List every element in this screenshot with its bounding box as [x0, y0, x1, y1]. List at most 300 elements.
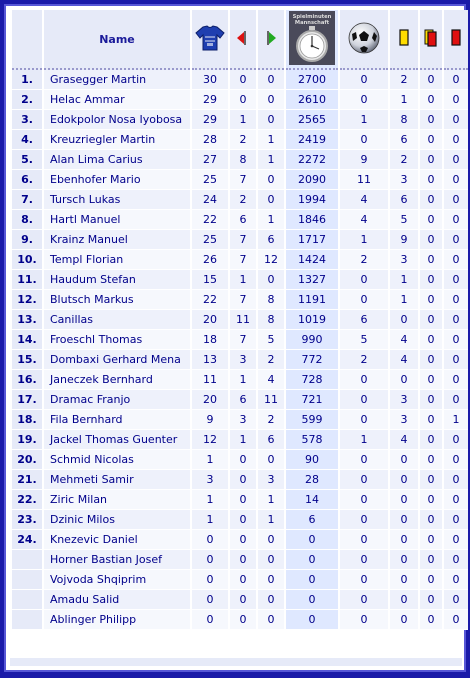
- goals-cell: 1: [340, 430, 388, 450]
- yellow-cards-cell: 4: [390, 330, 418, 350]
- table-row: [12, 510, 468, 530]
- player-name-link[interactable]: Blutsch Markus: [44, 290, 190, 310]
- minutes-cell: 1424: [286, 250, 338, 270]
- table-row: [12, 150, 468, 170]
- substituted-in-cell: 0: [258, 450, 284, 470]
- goals-cell: 0: [340, 590, 388, 610]
- yellow-cards-cell: 3: [390, 170, 418, 190]
- appearances-cell: 9: [192, 410, 228, 430]
- name-header[interactable]: Name: [44, 10, 190, 70]
- appearances-cell: 30: [192, 70, 228, 90]
- yellow-cards-cell: 1: [390, 290, 418, 310]
- substituted-in-cell: 11: [258, 390, 284, 410]
- table-row: [12, 110, 468, 130]
- jersey-icon: [195, 25, 225, 51]
- yellow-cards-cell: 8: [390, 110, 418, 130]
- red-cards-cell: 0: [444, 150, 468, 170]
- substituted-in-cell: 6: [258, 430, 284, 450]
- substituted-in-icon: [263, 29, 279, 47]
- yellow-red-cards-cell: 0: [420, 490, 442, 510]
- minutes-cell: 90: [286, 450, 338, 470]
- table-row: [12, 230, 468, 250]
- substituted-in-cell: 2: [258, 410, 284, 430]
- stopwatch-caption-line1: Spielminuten: [292, 13, 332, 20]
- yellow-red-cards-cell: 0: [420, 210, 442, 230]
- yellow-red-cards-cell: 0: [420, 530, 442, 550]
- substituted-out-cell: 11: [230, 310, 256, 330]
- red-cards-cell: 0: [444, 470, 468, 490]
- table-row: [12, 190, 468, 210]
- table-row: [12, 430, 468, 450]
- goals-cell: 0: [340, 290, 388, 310]
- substituted-in-cell: 0: [258, 270, 284, 290]
- rank-cell: [12, 550, 42, 570]
- substituted-in-cell: 3: [258, 470, 284, 490]
- player-name-link[interactable]: Amadu Salid: [44, 590, 190, 610]
- rank-cell: 2.: [12, 90, 42, 110]
- goals-cell: 0: [340, 450, 388, 470]
- player-stats-table-wrapper: [10, 10, 462, 658]
- yellow-red-cards-cell: 0: [420, 270, 442, 290]
- table-row: [12, 590, 468, 610]
- goals-cell: 5: [340, 330, 388, 350]
- yellow-cards-cell: 1: [390, 90, 418, 110]
- table-header-row: [12, 10, 468, 70]
- substituted-in-cell: 1: [258, 130, 284, 150]
- table-row: [12, 370, 468, 390]
- yellow-cards-cell: 5: [390, 210, 418, 230]
- yellow-red-cards-cell: 0: [420, 130, 442, 150]
- player-name-link[interactable]: Vojvoda Shqiprim: [44, 570, 190, 590]
- yellow-cards-cell: 2: [390, 150, 418, 170]
- goals-cell: 0: [340, 410, 388, 430]
- substituted-in-cell: 8: [258, 310, 284, 330]
- table-row: [12, 310, 468, 330]
- appearances-cell: 11: [192, 370, 228, 390]
- rank-cell: 3.: [12, 110, 42, 130]
- yellow-cards-cell: 0: [390, 590, 418, 610]
- yellow-red-cards-cell: 0: [420, 450, 442, 470]
- substituted-out-cell: 0: [230, 490, 256, 510]
- red-cards-cell: 0: [444, 270, 468, 290]
- minutes-cell: 2272: [286, 150, 338, 170]
- yellow-red-cards-cell: 0: [420, 250, 442, 270]
- substituted-in-cell: 2: [258, 350, 284, 370]
- appearances-cell: 22: [192, 210, 228, 230]
- rank-cell: 24.: [12, 530, 42, 550]
- appearances-cell: 0: [192, 590, 228, 610]
- table-row: [12, 330, 468, 350]
- substituted-out-cell: 0: [230, 90, 256, 110]
- player-name-link[interactable]: Hartl Manuel: [44, 210, 190, 230]
- rank-cell: 15.: [12, 350, 42, 370]
- appearances-cell: 0: [192, 610, 228, 630]
- player-name-link[interactable]: Fila Bernhard: [44, 410, 190, 430]
- substituted-out-header[interactable]: [230, 10, 256, 70]
- player-name-link[interactable]: Haudum Stefan: [44, 270, 190, 290]
- goals-cell: 0: [340, 510, 388, 530]
- player-name-link[interactable]: Krainz Manuel: [44, 230, 190, 250]
- red-cards-cell: 0: [444, 230, 468, 250]
- minutes-played-header[interactable]: [286, 10, 338, 70]
- minutes-cell: 772: [286, 350, 338, 370]
- red-cards-cell: 0: [444, 130, 468, 150]
- yellow-red-cards-cell: 0: [420, 310, 442, 330]
- yellow-red-cards-cell: 0: [420, 590, 442, 610]
- substituted-in-cell: 0: [258, 590, 284, 610]
- substituted-in-cell: 0: [258, 70, 284, 90]
- red-cards-cell: 0: [444, 210, 468, 230]
- rank-cell: 6.: [12, 170, 42, 190]
- goals-cell: 9: [340, 150, 388, 170]
- red-cards-cell: 0: [444, 330, 468, 350]
- player-name-link[interactable]: Dombaxi Gerhard Mena: [44, 350, 190, 370]
- rank-cell: 22.: [12, 490, 42, 510]
- rank-cell: 11.: [12, 270, 42, 290]
- player-name-link[interactable]: Ebenhofer Mario: [44, 170, 190, 190]
- goals-cell: 0: [340, 130, 388, 150]
- substituted-in-cell: 5: [258, 330, 284, 350]
- substituted-in-header[interactable]: [258, 10, 284, 70]
- player-name-link[interactable]: Schmid Nicolas: [44, 450, 190, 470]
- rank-cell: [12, 610, 42, 630]
- player-name-link[interactable]: Templ Florian: [44, 250, 190, 270]
- yellow-red-cards-cell: 0: [420, 370, 442, 390]
- rank-cell: 5.: [12, 150, 42, 170]
- rank-cell: 17.: [12, 390, 42, 410]
- substituted-in-cell: 12: [258, 250, 284, 270]
- table-row: [12, 610, 468, 630]
- yellow-cards-cell: 0: [390, 610, 418, 630]
- substituted-in-cell: 4: [258, 370, 284, 390]
- table-row: [12, 350, 468, 370]
- substituted-out-cell: 0: [230, 70, 256, 90]
- yellow-red-cards-cell: 0: [420, 70, 442, 90]
- table-row: [12, 490, 468, 510]
- minutes-cell: 2419: [286, 130, 338, 150]
- goals-cell: 4: [340, 210, 388, 230]
- table-row: [12, 170, 468, 190]
- goals-cell: 0: [340, 610, 388, 630]
- substituted-in-cell: 8: [258, 290, 284, 310]
- rank-header: [12, 10, 42, 70]
- minutes-cell: 0: [286, 550, 338, 570]
- substituted-out-cell: 2: [230, 190, 256, 210]
- yellow-red-cards-cell: 0: [420, 230, 442, 250]
- player-name-link[interactable]: Horner Bastian Josef: [44, 550, 190, 570]
- yellow-cards-cell: 4: [390, 350, 418, 370]
- rank-cell: 10.: [12, 250, 42, 270]
- player-name-link[interactable]: Dzinic Milos: [44, 510, 190, 530]
- appearances-cell: 20: [192, 310, 228, 330]
- substituted-out-cell: 7: [230, 290, 256, 310]
- appearances-cell: 27: [192, 150, 228, 170]
- yellow-red-cards-cell: 0: [420, 190, 442, 210]
- yellow-red-cards-cell: 0: [420, 90, 442, 110]
- appearances-cell: 29: [192, 110, 228, 130]
- substituted-in-cell: 0: [258, 610, 284, 630]
- goals-cell: 6: [340, 310, 388, 330]
- player-name-link[interactable]: Grasegger Martin: [44, 70, 190, 90]
- substituted-in-cell: 0: [258, 170, 284, 190]
- appearances-cell: 24: [192, 190, 228, 210]
- yellow-cards-cell: 0: [390, 490, 418, 510]
- red-cards-cell: 0: [444, 90, 468, 110]
- player-name-link[interactable]: Jackel Thomas Guenter: [44, 430, 190, 450]
- goals-cell: 0: [340, 470, 388, 490]
- red-cards-cell: 0: [444, 570, 468, 590]
- rank-cell: 20.: [12, 450, 42, 470]
- table-row: [12, 550, 468, 570]
- appearances-cell: 22: [192, 290, 228, 310]
- minutes-cell: 6: [286, 510, 338, 530]
- yellow-cards-cell: 6: [390, 190, 418, 210]
- rank-cell: 13.: [12, 310, 42, 330]
- appearances-header[interactable]: [192, 10, 228, 70]
- yellow-red-cards-cell: 0: [420, 330, 442, 350]
- substituted-out-cell: 0: [230, 450, 256, 470]
- yellow-cards-cell: 0: [390, 310, 418, 330]
- substituted-out-cell: 0: [230, 590, 256, 610]
- goals-cell: 0: [340, 370, 388, 390]
- yellow-red-cards-cell: 0: [420, 470, 442, 490]
- minutes-cell: 0: [286, 610, 338, 630]
- goals-cell: 0: [340, 390, 388, 410]
- goals-cell: 4: [340, 190, 388, 210]
- minutes-cell: 0: [286, 570, 338, 590]
- yellow-red-cards-cell: 0: [420, 150, 442, 170]
- substituted-in-cell: 0: [258, 550, 284, 570]
- yellow-cards-cell: 0: [390, 510, 418, 530]
- red-cards-cell: 0: [444, 490, 468, 510]
- substituted-out-cell: 6: [230, 390, 256, 410]
- table-row: [12, 470, 468, 490]
- substituted-out-cell: 0: [230, 530, 256, 550]
- red-cards-cell: 0: [444, 390, 468, 410]
- red-cards-cell: 0: [444, 310, 468, 330]
- substituted-out-cell: 0: [230, 610, 256, 630]
- red-card-icon: [450, 29, 462, 47]
- table-row: [12, 530, 468, 550]
- yellow-cards-cell: 0: [390, 570, 418, 590]
- player-name-link[interactable]: Knezevic Daniel: [44, 530, 190, 550]
- yellow-card-icon: [398, 29, 410, 47]
- substituted-out-cell: 8: [230, 150, 256, 170]
- appearances-cell: 18: [192, 330, 228, 350]
- minutes-cell: 728: [286, 370, 338, 390]
- substituted-out-cell: 6: [230, 210, 256, 230]
- player-rows: [12, 70, 468, 630]
- minutes-cell: 721: [286, 390, 338, 410]
- yellow-cards-cell: 6: [390, 130, 418, 150]
- yellow-cards-cell: 4: [390, 430, 418, 450]
- red-cards-cell: 0: [444, 370, 468, 390]
- stopwatch-caption-line2: Mannschaft: [294, 19, 330, 26]
- goals-cell: 11: [340, 170, 388, 190]
- appearances-cell: 3: [192, 470, 228, 490]
- yellow-cards-cell: 0: [390, 550, 418, 570]
- substituted-out-cell: 7: [230, 230, 256, 250]
- substituted-in-cell: 0: [258, 530, 284, 550]
- substituted-out-cell: 1: [230, 270, 256, 290]
- red-cards-cell: 0: [444, 70, 468, 90]
- substituted-out-cell: 0: [230, 570, 256, 590]
- appearances-cell: 25: [192, 230, 228, 250]
- player-name-link[interactable]: Ablinger Philipp: [44, 610, 190, 630]
- player-name-link[interactable]: Mehmeti Samir: [44, 470, 190, 490]
- stats-panel: [6, 6, 464, 670]
- red-cards-cell: 1: [444, 410, 468, 430]
- red-cards-cell: 0: [444, 590, 468, 610]
- red-cards-cell: 0: [444, 530, 468, 550]
- ball-icon: [347, 21, 381, 55]
- player-name-link[interactable]: Froeschl Thomas: [44, 330, 190, 350]
- yellow-red-cards-cell: 0: [420, 110, 442, 130]
- red-cards-cell: 0: [444, 110, 468, 130]
- yellow-cards-header[interactable]: [390, 10, 418, 70]
- player-stats-table: [10, 10, 470, 630]
- goals-cell: 0: [340, 550, 388, 570]
- yellow-cards-cell: 1: [390, 270, 418, 290]
- rank-cell: 16.: [12, 370, 42, 390]
- substituted-out-cell: 1: [230, 370, 256, 390]
- goals-cell: 0: [340, 570, 388, 590]
- yellow-cards-cell: 3: [390, 410, 418, 430]
- table-row: [12, 390, 468, 410]
- minutes-cell: 2565: [286, 110, 338, 130]
- goals-cell: 0: [340, 490, 388, 510]
- substituted-in-cell: 1: [258, 210, 284, 230]
- minutes-cell: 1717: [286, 230, 338, 250]
- table-row: [12, 130, 468, 150]
- goals-cell: 0: [340, 70, 388, 90]
- goals-cell: 0: [340, 90, 388, 110]
- minutes-cell: 1846: [286, 210, 338, 230]
- minutes-cell: 990: [286, 330, 338, 350]
- stopwatch-icon: [289, 11, 335, 65]
- substituted-in-cell: 6: [258, 230, 284, 250]
- player-name-link[interactable]: Tursch Lukas: [44, 190, 190, 210]
- minutes-cell: 2700: [286, 70, 338, 90]
- red-cards-cell: 0: [444, 610, 468, 630]
- player-name-link[interactable]: Edokpolor Nosa Iyobosa: [44, 110, 190, 130]
- substituted-out-cell: 7: [230, 170, 256, 190]
- minutes-cell: 2610: [286, 90, 338, 110]
- appearances-cell: 29: [192, 90, 228, 110]
- substituted-out-cell: 7: [230, 330, 256, 350]
- rank-cell: 18.: [12, 410, 42, 430]
- appearances-cell: 0: [192, 530, 228, 550]
- substituted-out-cell: 3: [230, 410, 256, 430]
- red-cards-cell: 0: [444, 250, 468, 270]
- appearances-cell: 0: [192, 550, 228, 570]
- substituted-in-cell: 0: [258, 570, 284, 590]
- yellow-red-cards-cell: 0: [420, 610, 442, 630]
- yellow-red-cards-header[interactable]: [420, 10, 442, 70]
- minutes-cell: 1019: [286, 310, 338, 330]
- rank-cell: 8.: [12, 210, 42, 230]
- rank-cell: 7.: [12, 190, 42, 210]
- player-name-link[interactable]: Canillas: [44, 310, 190, 330]
- player-name-link[interactable]: Helac Ammar: [44, 90, 190, 110]
- rank-cell: 1.: [12, 70, 42, 90]
- player-name-link[interactable]: Dramac Franjo: [44, 390, 190, 410]
- minutes-cell: 0: [286, 590, 338, 610]
- table-row: [12, 90, 468, 110]
- goals-cell: 2: [340, 250, 388, 270]
- yellow-cards-cell: 0: [390, 470, 418, 490]
- minutes-cell: 1994: [286, 190, 338, 210]
- substituted-in-cell: 1: [258, 510, 284, 530]
- player-name-link[interactable]: Ziric Milan: [44, 490, 190, 510]
- player-name-link[interactable]: Kreuzriegler Martin: [44, 130, 190, 150]
- minutes-cell: 14: [286, 490, 338, 510]
- minutes-cell: 599: [286, 410, 338, 430]
- substituted-in-cell: 0: [258, 110, 284, 130]
- rank-cell: 4.: [12, 130, 42, 150]
- red-cards-cell: 0: [444, 190, 468, 210]
- yellow-cards-cell: 0: [390, 450, 418, 470]
- minutes-cell: 1327: [286, 270, 338, 290]
- red-cards-cell: 0: [444, 290, 468, 310]
- appearances-cell: 26: [192, 250, 228, 270]
- yellow-red-cards-cell: 0: [420, 170, 442, 190]
- red-cards-cell: 0: [444, 550, 468, 570]
- substituted-out-cell: 0: [230, 550, 256, 570]
- player-name-link[interactable]: Janeczek Bernhard: [44, 370, 190, 390]
- minutes-cell: 0: [286, 530, 338, 550]
- red-cards-cell: 0: [444, 510, 468, 530]
- appearances-cell: 20: [192, 390, 228, 410]
- substituted-out-cell: 1: [230, 110, 256, 130]
- red-cards-cell: 0: [444, 430, 468, 450]
- substituted-out-cell: 3: [230, 350, 256, 370]
- yellow-red-cards-cell: 0: [420, 410, 442, 430]
- yellow-red-cards-cell: 0: [420, 550, 442, 570]
- rank-cell: 12.: [12, 290, 42, 310]
- red-cards-cell: 0: [444, 450, 468, 470]
- rank-cell: 21.: [12, 470, 42, 490]
- goals-cell: 2: [340, 350, 388, 370]
- substituted-in-cell: 1: [258, 490, 284, 510]
- table-row: [12, 410, 468, 430]
- substituted-out-icon: [235, 29, 251, 47]
- yellow-red-card-icon: [424, 29, 438, 47]
- appearances-cell: 12: [192, 430, 228, 450]
- appearances-cell: 13: [192, 350, 228, 370]
- appearances-cell: 1: [192, 510, 228, 530]
- red-cards-header[interactable]: [444, 10, 468, 70]
- appearances-cell: 15: [192, 270, 228, 290]
- table-row: [12, 250, 468, 270]
- red-cards-cell: 0: [444, 170, 468, 190]
- appearances-cell: 28: [192, 130, 228, 150]
- goals-cell: 0: [340, 530, 388, 550]
- goals-header[interactable]: [340, 10, 388, 70]
- rank-cell: 14.: [12, 330, 42, 350]
- yellow-red-cards-cell: 0: [420, 290, 442, 310]
- red-cards-cell: 0: [444, 350, 468, 370]
- substituted-in-cell: 1: [258, 150, 284, 170]
- substituted-out-cell: 7: [230, 250, 256, 270]
- rank-cell: [12, 570, 42, 590]
- player-name-link[interactable]: Alan Lima Carius: [44, 150, 190, 170]
- table-footer: [10, 658, 462, 666]
- table-row: [12, 450, 468, 470]
- minutes-cell: 578: [286, 430, 338, 450]
- yellow-red-cards-cell: 0: [420, 350, 442, 370]
- table-row: [12, 570, 468, 590]
